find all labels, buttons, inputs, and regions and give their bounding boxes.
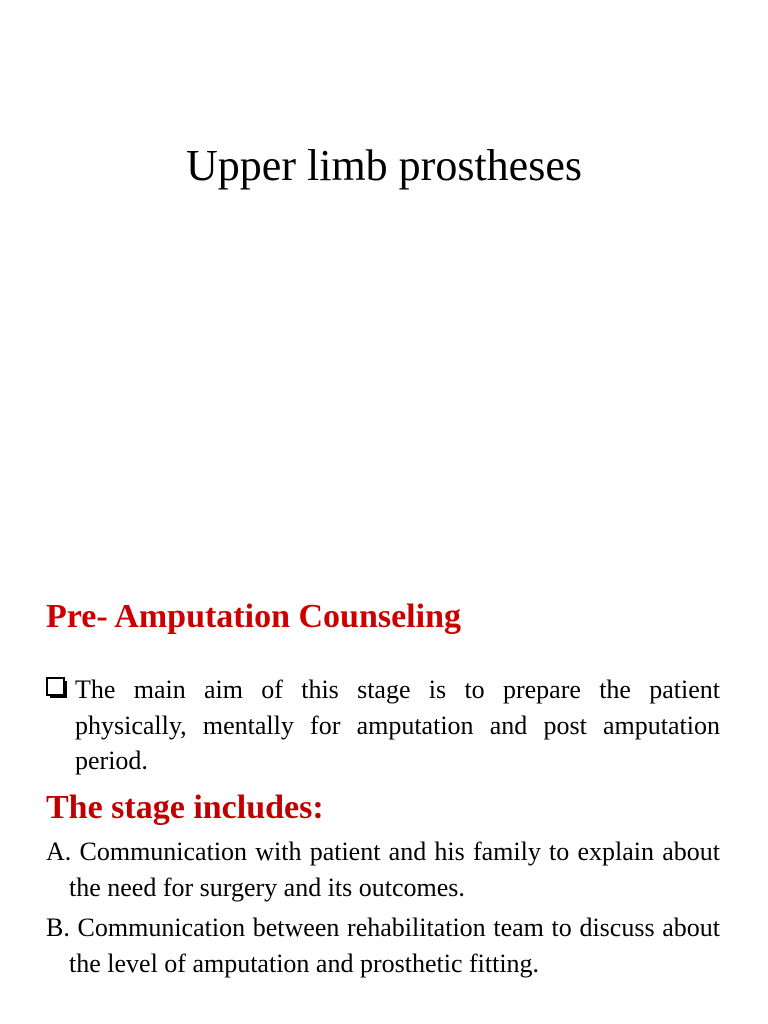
- bullet-text: The main aim of this stage is to prepare the patient physically, mentally for amputation and post amputation period.: [75, 675, 720, 775]
- list-item: [46, 834, 720, 906]
- list-item-label: B.: [46, 913, 70, 942]
- page-title: Upper limb prostheses: [186, 141, 582, 190]
- section-heading-stage-includes: The stage includes:: [46, 789, 324, 826]
- bullet-paragraph: [46, 672, 720, 779]
- list-item-text: Communication with patient and his family to explain about the need for surgery and its outcomes.: [69, 837, 721, 902]
- list-item-label: A.: [46, 837, 72, 866]
- section-heading-pre-amputation: Pre- Amputation Counseling: [46, 598, 461, 635]
- checkbox-bullet-icon: [46, 677, 68, 699]
- list-item: [46, 910, 720, 982]
- list-item-text: Communication between rehabilitation team to discuss about the level of amputation and prosthetic fitting.: [69, 913, 721, 978]
